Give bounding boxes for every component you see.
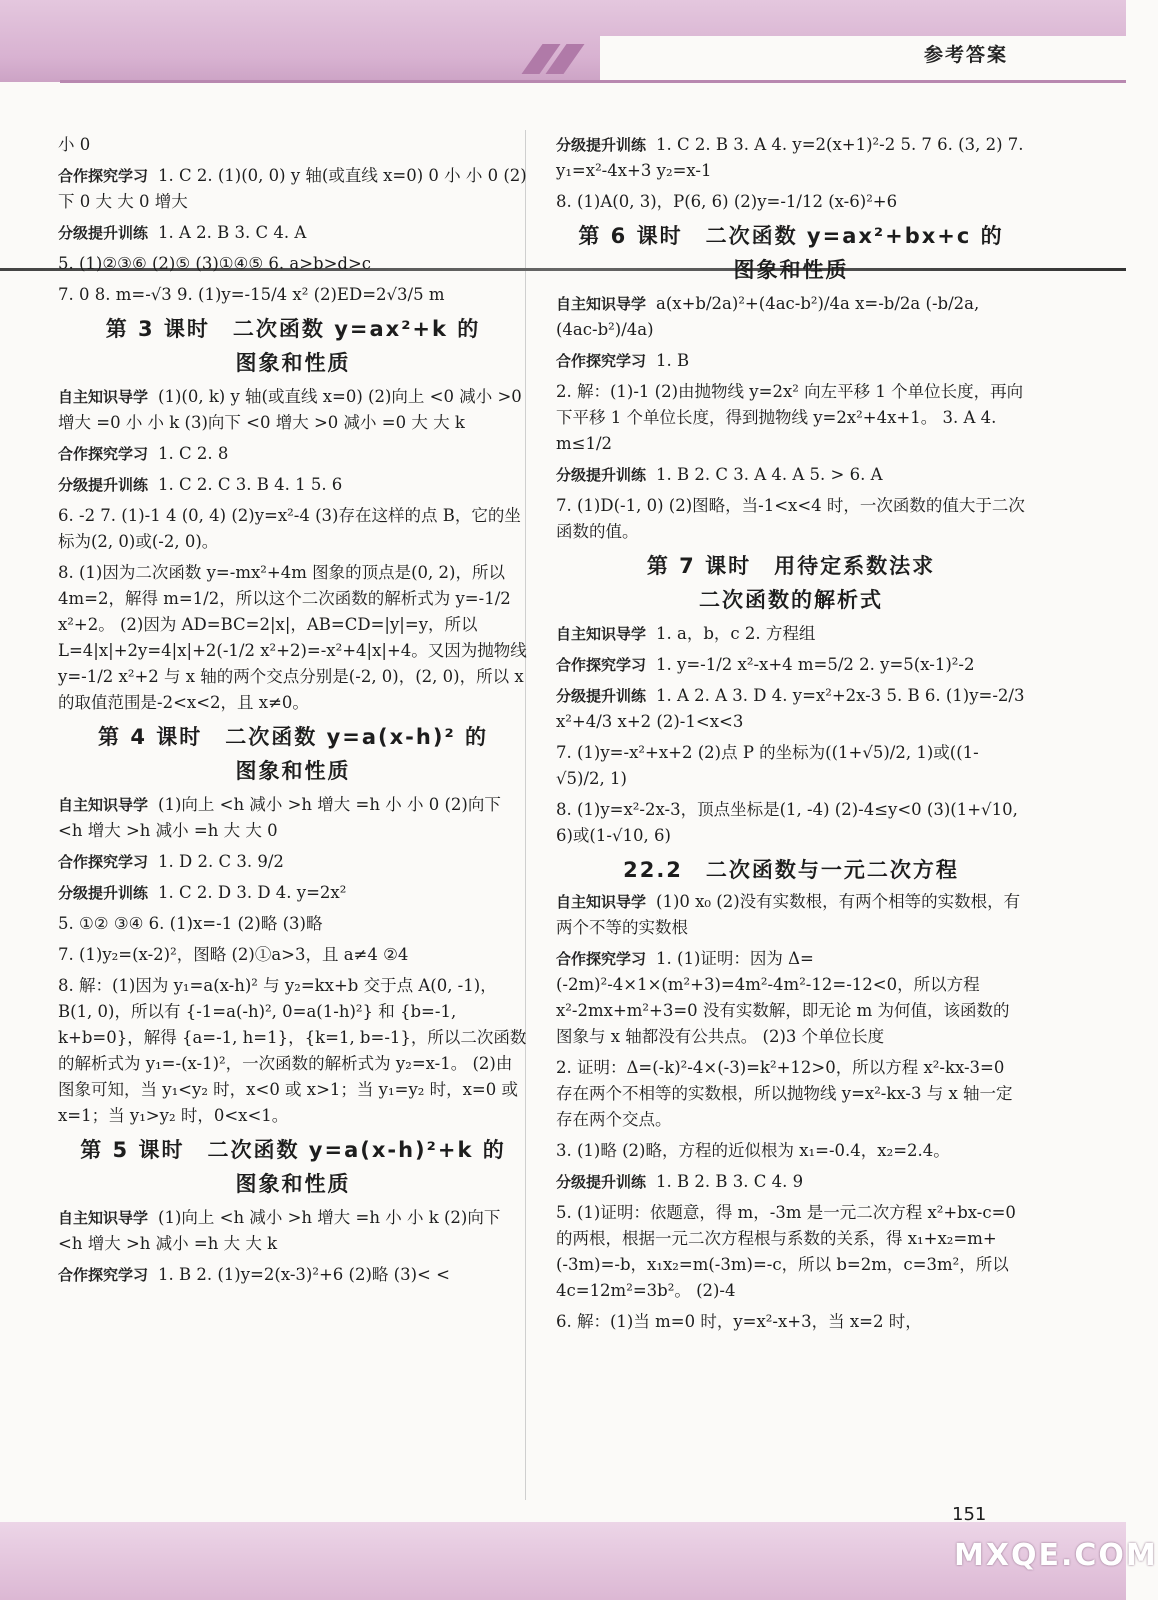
section-label: 合作探究学习 (58, 167, 149, 185)
answer-text: 1. B (656, 351, 690, 370)
section-label: 自主知识导学 (556, 893, 647, 911)
answer-text: (1)(0, k) y 轴(或直线 x=0) (2)向上 <0 减小 >0 增大 =0 小 小 k (3)向下 <0 增大 >0 减小 =0 大 大 k (58, 387, 522, 432)
section-heading: 二次函数的解析式 (699, 588, 883, 612)
section-label: 自主知识导学 (556, 625, 647, 643)
answer-text: 小 0 (58, 135, 91, 154)
answer-text: 6. -2 7. (1)-1 4 (0, 4) (2)y=x²-4 (3)存在这样的点 B，它的坐标为(2, 0)或(-2, 0)。 (58, 506, 521, 551)
answer-paragraph (556, 291, 1026, 343)
answer-paragraph (556, 946, 1026, 1050)
answer-text: 5. (1)②③⑥ (2)⑤ (3)①④⑤ 6. a>b>d>c (58, 254, 372, 273)
section-heading: 第 4 课时 二次函数 y=a(x-h)² 的 (98, 725, 488, 749)
answer-paragraph (556, 1309, 1026, 1335)
answer-paragraph (556, 1138, 1026, 1164)
section-label: 分级提升训练 (58, 884, 149, 902)
answer-text: 1. C 2. C 3. B 4. 1 5. 6 (158, 475, 343, 494)
answer-paragraph (556, 1169, 1026, 1195)
section-heading: 22.2 二次函数与一元二次方程 (623, 858, 959, 882)
section-label: 自主知识导学 (58, 1209, 149, 1227)
answer-paragraph (58, 1205, 528, 1257)
answer-paragraph (58, 503, 528, 555)
answer-text: 7. (1)D(-1, 0) (2)图略，当-1<x<4 时，一次函数的值大于二次函数的值。 (556, 496, 1025, 541)
section-label: 合作探究学习 (556, 656, 647, 674)
answer-paragraph (556, 189, 1026, 215)
answer-paragraph (58, 1262, 528, 1288)
answer-text: 1. A 2. A 3. D 4. y=x²+2x-3 5. B 6. (1)y=-2/3 x²+4/3 x+2 (2)-1<x<3 (556, 686, 1025, 731)
answer-text: 5. (1)证明：依题意，得 m，-3m 是一元二次方程 x²+bx-c=0 的两根，根据一元二次方程根与系数的关系，得 x₁+x₂=m+(-3m)=-b，x₁x₂=m(-3m)=-c，所以 b=2m，c=3m²，所以 4c=12m²=3b²。 (2)-4 (556, 1203, 1016, 1300)
answer-paragraph (556, 797, 1026, 849)
section-label: 自主知识导学 (556, 295, 647, 313)
answer-text: 1. a，b，c 2. 方程组 (656, 624, 816, 643)
answer-paragraph (556, 493, 1026, 545)
answer-text: a(x+b/2a)²+(4ac-b²)/4a x=-b/2a (-b/2a, (4ac-b²)/4a) (556, 294, 980, 339)
answer-text: (1)向上 <h 减小 >h 增大 =h 小 小 k (2)向下 <h 增大 >h 减小 =h 大 大 k (58, 1208, 501, 1253)
answer-paragraph (556, 348, 1026, 374)
answer-text: 1. B 2. (1)y=2(x-3)²+6 (2)略 (3)< < (158, 1265, 450, 1284)
answer-paragraph (556, 889, 1026, 941)
section-heading: 第 3 课时 二次函数 y=ax²+k 的 (105, 317, 481, 341)
answer-paragraph (556, 621, 1026, 647)
answer-paragraph (556, 740, 1026, 792)
section-label: 合作探究学习 (556, 950, 647, 968)
answer-paragraph (58, 282, 528, 308)
answer-paragraph (556, 132, 1026, 184)
page-header-title: 参考答案 (923, 44, 1008, 66)
section-heading: 第 7 课时 用待定系数法求 (646, 554, 936, 578)
section-label: 分级提升训练 (556, 687, 647, 705)
section-label: 分级提升训练 (556, 1173, 647, 1191)
answer-text: 2. 解：(1)-1 (2)由抛物线 y=2x² 向左平移 1 个单位长度，再向下平移 1 个单位长度，得到抛物线 y=2x²+4x+1。 3. A 4. m≤1/2 (556, 382, 1024, 453)
answer-paragraph (58, 880, 528, 906)
answer-text: 7. (1)y₂=(x-2)²，图略 (2)①a>3，且 a≠4 ②4 (58, 945, 409, 964)
answer-text: 8. (1)因为二次函数 y=-mx²+4m 图象的顶点是(0, 2)，所以 4m=2，解得 m=1/2，所以这个二次函数的解析式为 y=-1/2 x²+2。 (2)因为 AD=BC=2|x|，AB=CD=|y|=y，所以 L=4|x|+2y=4|x|+2(-1/2 x²+2)=-x²+4|x|+4。又因为抛物线 y=-1/2 x²+2 与 x 轴的两个交点分别是(-2, 0)，(2, 0)，所以 x 的取值范围是-2<x<2，且 x≠0。 (58, 563, 527, 712)
answer-text: 6. 解：(1)当 m=0 时，y=x²-x+3，当 x=2 时， (556, 1312, 922, 1331)
right-column (556, 132, 1026, 1340)
answer-paragraph (556, 462, 1026, 488)
answer-paragraph (58, 472, 528, 498)
section-label: 自主知识导学 (58, 388, 149, 406)
section-heading: 图象和性质 (235, 759, 351, 783)
section-label: 分级提升训练 (58, 476, 149, 494)
section-heading: 第 6 课时 二次函数 y=ax²+bx+c 的 (578, 224, 1004, 248)
answer-paragraph (58, 849, 528, 875)
answer-paragraph (58, 384, 528, 436)
answer-paragraph (58, 942, 528, 968)
section-label: 分级提升训练 (556, 136, 647, 154)
section-heading: 第 5 课时 二次函数 y=a(x-h)²+k 的 (80, 1138, 506, 1162)
answer-text: 7. (1)y=-x²+x+2 (2)点 P 的坐标为((1+√5)/2, 1)或((1-√5)/2, 1) (556, 743, 979, 788)
watermark: MXQE.COM (954, 1538, 1158, 1573)
answer-paragraph (58, 792, 528, 844)
answer-text: 1. (1)证明：因为 Δ=(-2m)²-4×1×(m²+3)=4m²-4m²-12=-12<0，所以方程 x²-2mx+m²+3=0 没有实数解，即无论 m 为何值，该函数的图象与 x 轴都没有公共点。 (2)3 个单位长度 (556, 949, 1010, 1046)
answer-paragraph (58, 132, 528, 158)
answer-text: 3. (1)略 (2)略，方程的近似根为 x₁=-0.4，x₂=2.4。 (556, 1141, 950, 1160)
answer-paragraph (58, 251, 528, 277)
answer-paragraph (556, 683, 1026, 735)
section-label: 自主知识导学 (58, 796, 149, 814)
answer-paragraph (556, 1055, 1026, 1133)
answer-paragraph (58, 441, 528, 467)
section-heading: 图象和性质 (733, 258, 849, 282)
section-label: 合作探究学习 (556, 352, 647, 370)
answer-text: 2. 证明：Δ=(-k)²-4×(-3)=k²+12>0，所以方程 x²-kx-3=0 存在两个不相等的实数根，所以抛物线 y=x²-kx-3 与 x 轴一定存在两个交点。 (556, 1058, 1013, 1129)
answer-text: (1)向上 <h 减小 >h 增大 =h 小 小 0 (2)向下 <h 增大 >h 减小 =h 大 大 0 (58, 795, 501, 840)
answer-text: 1. A 2. B 3. C 4. A (158, 223, 307, 242)
section-label: 分级提升训练 (58, 224, 149, 242)
answer-text: (1)0 x₀ (2)没有实数根，有两个相等的实数根，有两个不等的实数根 (556, 892, 1021, 937)
answer-text: 1. y=-1/2 x²-x+4 m=5/2 2. y=5(x-1)²-2 (656, 655, 975, 674)
answer-text: 1. C 2. B 3. A 4. y=2(x+1)²-2 5. 7 6. (3, 2) 7. y₁=x²-4x+3 y₂=x-1 (556, 135, 1024, 180)
left-column (58, 132, 528, 1293)
answer-text: 1. C 2. D 3. D 4. y=2x² (158, 883, 347, 902)
answer-paragraph (58, 973, 528, 1129)
page-number: 151 (952, 1504, 987, 1525)
section-heading: 图象和性质 (235, 351, 351, 375)
answer-paragraph (58, 560, 528, 716)
answer-paragraph (556, 652, 1026, 678)
section-heading: 图象和性质 (235, 1172, 351, 1196)
section-label: 分级提升训练 (556, 466, 647, 484)
answer-text: 1. C 2. 8 (158, 444, 229, 463)
answer-paragraph (58, 911, 528, 937)
answer-text: 1. C 2. (1)(0, 0) y 轴(或直线 x=0) 0 小 小 0 (2)下 0 大 大 0 增大 (58, 166, 527, 211)
answer-text: 8. (1)y=x²-2x-3，顶点坐标是(1, -4) (2)-4≤y<0 (3)(1+√10, 6)或(1-√10, 6) (556, 800, 1018, 845)
answer-paragraph (58, 220, 528, 246)
answer-text: 1. B 2. B 3. C 4. 9 (656, 1172, 804, 1191)
answer-text: 5. ①② ③④ 6. (1)x=-1 (2)略 (3)略 (58, 914, 323, 933)
answer-paragraph (556, 379, 1026, 457)
answer-text: 1. D 2. C 3. 9/2 (158, 852, 284, 871)
header-rule (60, 80, 1126, 83)
answer-text: 8. (1)A(0, 3)，P(6, 6) (2)y=-1/12 (x-6)²+6 (556, 192, 898, 211)
section-label: 合作探究学习 (58, 853, 149, 871)
answer-text: 7. 0 8. m=-√3 9. (1)y=-15/4 x² (2)ED=2√3/5 m (58, 285, 445, 304)
answer-text: 1. B 2. C 3. A 4. A 5. > 6. A (656, 465, 883, 484)
answer-text: 8. 解：(1)因为 y₁=a(x-h)² 与 y₂=kx+b 交于点 A(0, -1)，B(1, 0)，所以有 {-1=a(-h)², 0=a(1-h)²} 和 {b=-1, k+b=0}，解得 {a=-1, h=1}，{k=1, b=-1}，所以二次函数的解析式为 y₁=-(x-1)²，一次函数的解析式为 y₂=x-1。 (2)由图象可知，当 y₁<y₂ 时，x<0 或 x>1；当 y₁=y₂ 时，x=0 或 x=1；当 y₁>y₂ 时，0<x<1。 (58, 976, 527, 1125)
section-label: 合作探究学习 (58, 1266, 149, 1284)
section-label: 合作探究学习 (58, 445, 149, 463)
header-white-panel (600, 36, 1126, 82)
answer-paragraph (556, 1200, 1026, 1304)
answer-paragraph (58, 163, 528, 215)
